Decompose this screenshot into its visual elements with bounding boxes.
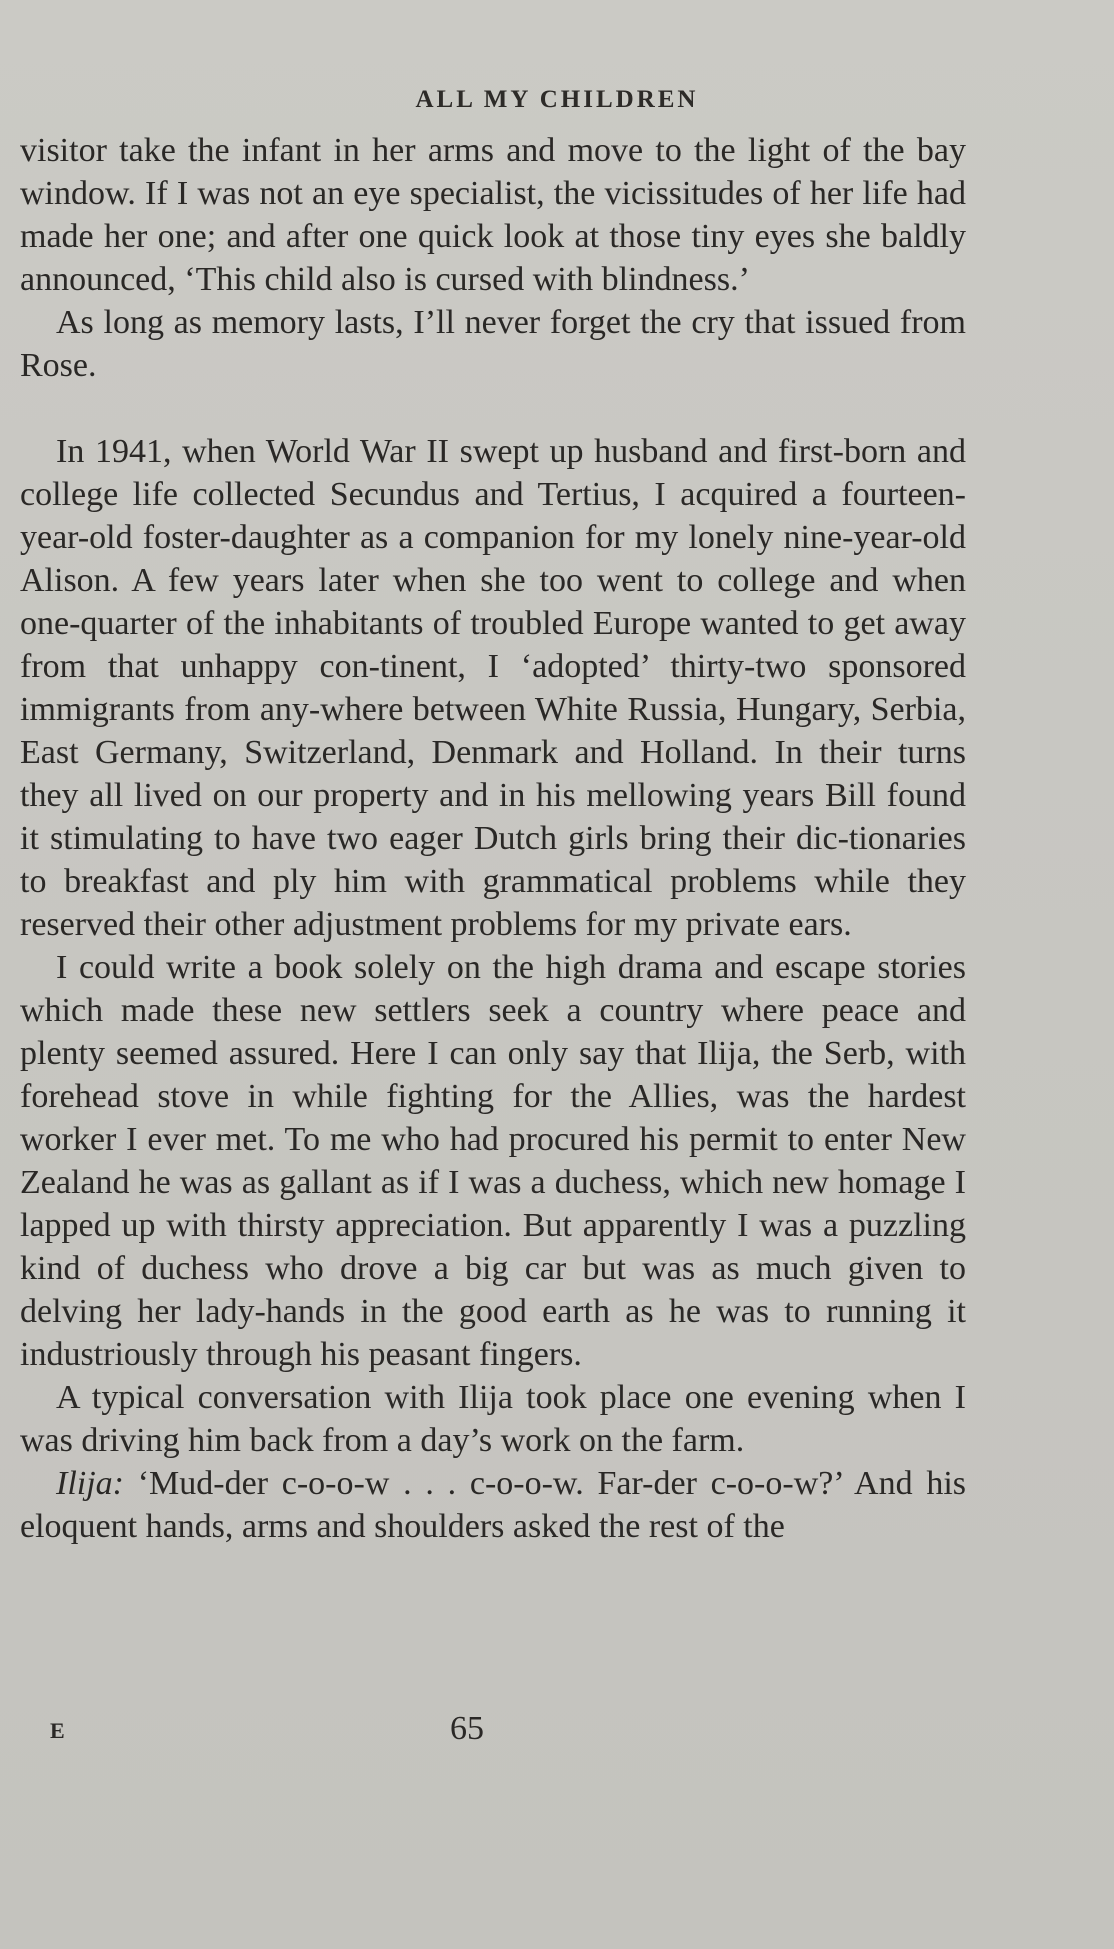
- running-head-title: ALL MY CHILDREN: [415, 86, 699, 113]
- speaker-label: Ilija:: [56, 1465, 124, 1502]
- page-number: 65: [450, 1710, 484, 1747]
- paragraph-conversation-intro: A typical conversation with Ilija took place one evening when I was driving him back from a day’s work on the farm.: [20, 1379, 966, 1459]
- paragraph-rose-cry: As long as memory lasts, I’ll never forget the cry that issued from Rose.: [20, 304, 966, 384]
- paragraph-1941: In 1941, when World War II swept up husband and first-born and college life collected Secundus and Tertius, I acquired a fourteen-year-old foster-daughter as a companion for my lonely nine-year-old Alison. A few years later when she too went to college and when one-quarter of the inhabitants of troubled Europe wanted to get away from that unhappy con-tinent, I ‘adopted’ thirty-two sponsored immigrants from any-where between White Russia, Hungary, Serbia, East Germany, Switzerland, Denmark and Holland. In their turns they all lived on our property and in his mellowing years Bill found it stimulating to have two eager Dutch girls bring their dic-tionaries to breakfast and ply him with grammatical problems while they reserved their other adjustment problems for my private ears.: [20, 433, 966, 943]
- page-footer: [0, 1710, 1114, 1760]
- signature-mark: E: [50, 1718, 66, 1743]
- dialogue-text: ‘Mud-der c-o-o-w . . . c-o-o-w. Far-der c-o-o-w?’ And his eloquent hands, arms and shoulders asked the rest of the: [20, 1465, 966, 1545]
- paragraph-ilija: I could write a book solely on the high drama and escape stories which made these new settlers seek a country where peace and plenty seemed assured. Here I can only say that Ilija, the Serb, with forehead stove in while fighting for the Allies, was the hardest worker I ever met. To me who had procured his permit to enter New Zealand he was as gallant as if I was a duchess, which new homage I lapped up with thirsty appreciation. But apparently I was a puzzling kind of duchess who drove a big car but was as much given to delving her lady-hands in the good earth as he was to running it industriously through his peasant fingers.: [20, 949, 966, 1373]
- paragraph-continued: visitor take the infant in her arms and move to the light of the bay window. If I was not an eye specialist, the vicissitudes of her life had made her one; and after one quick look at those tiny eyes she baldly announced, ‘This child also is cursed with blindness.’: [20, 132, 966, 298]
- paragraph-dialogue: [20, 1462, 966, 1548]
- body-text: [20, 129, 966, 1548]
